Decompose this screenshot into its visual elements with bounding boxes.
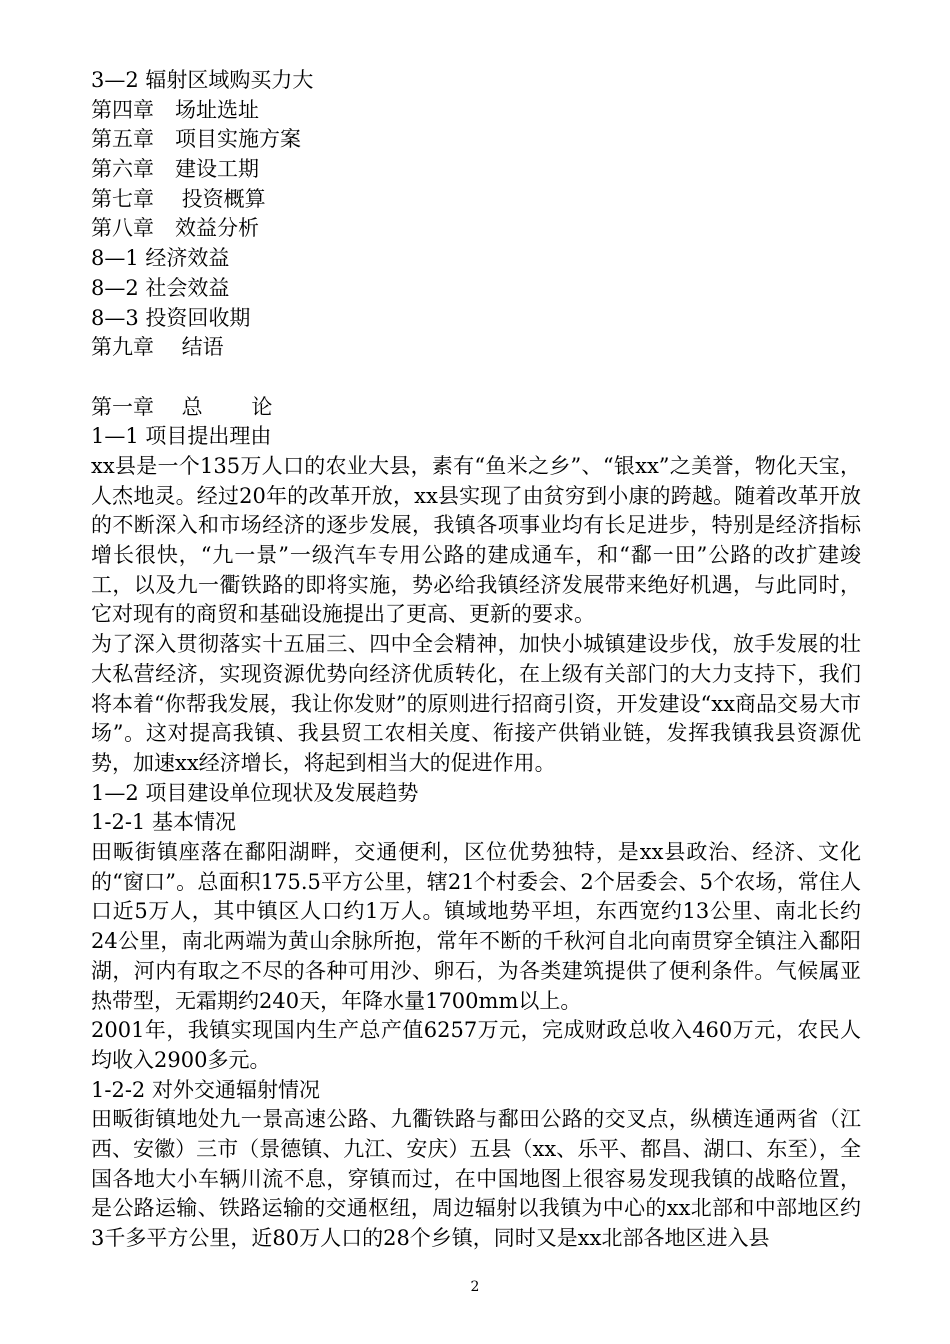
toc-entry-chapter-4: 第四章 场址选址 bbox=[91, 97, 259, 122]
section-1-2-2-paragraph-1: 田畈街镇地处九一景高速公路、九衢铁路与鄱田公路的交叉点，纵横连通两省（江西、安徽）三市（景德镇、九江、安庆）五县（xx、乐平、都昌、湖口、东至），全国各地大小车辆川流不息，穿镇而过，在中国地图上很容易发现我镇的战略位置，是公路运输、铁路运输的交通枢纽，周边辐射以我镇为中心的xx北部和中部地区约3千多平方公里，近80万人口的28个乡镇，同时又是xx北部各地区进入县 bbox=[91, 1107, 861, 1251]
section-1-2-1-paragraph-2: 2001年，我镇实现国内生产总产值6257万元，完成财政总收入460万元，农民人均收入2900多元。 bbox=[91, 1018, 861, 1072]
chapter-1-heading: 第一章 总 论 bbox=[91, 394, 273, 419]
section-1-1-paragraph-2: 为了深入贯彻落实十五届三、四中全会精神，加快小城镇建设步伐，放手发展的壮大私营经济，实现资源优势向经济优质转化，在上级有关部门的大力支持下，我们将本着“你帮我发展，我让你发财”的原则进行招商引资，开发建设“xx商品交易大市场”。这对提高我镇、我县贸工农相关度、衔接产供销业链，发挥我镇我县资源优势，加速xx经济增长，将起到相当大的促进作用。 bbox=[91, 632, 861, 775]
toc-entry-8-3: 8—3 投资回收期 bbox=[91, 305, 251, 330]
blank-line bbox=[91, 363, 861, 393]
toc-entry-chapter-5: 第五章 项目实施方案 bbox=[91, 127, 301, 152]
toc-entry-chapter-9: 第九章 结语 bbox=[91, 335, 224, 360]
section-1-1-paragraph-1: xx县是一个135万人口的农业大县，素有“鱼米之乡”、“银xx”之美誉，物化天宝，人杰地灵。经过20年的改革开放，xx县实现了由贫穷到小康的跨越。随着改革开放的不断深入和市场经济的逐步发展，我镇各项事业均有长足进步，特别是经济指标增长很快，“九一景”一级汽车专用公路的建成通车，和“鄱一田”公路的改扩建竣工，以及九一衢铁路的即将实施，势必给我镇经济发展带来绝好机遇，与此同时，它对现有的商贸和基础设施提出了更高、更新的要求。 bbox=[91, 453, 861, 627]
section-1-2-heading: 1—2 项目建设单位现状及发展趋势 bbox=[91, 780, 419, 805]
section-1-1-heading: 1—1 项目提出理由 bbox=[91, 424, 272, 449]
page-number: 2 bbox=[470, 1279, 480, 1295]
section-1-2-2-heading: 1-2-2 对外交通辐射情况 bbox=[91, 1077, 320, 1102]
section-1-2-1-paragraph-1: 田畈街镇座落在鄱阳湖畔，交通便利，区位优势独特，是xx县政治、经济、文化的“窗口”。总面积175.5平方公里，辖21个村委会、2个居委会、5个农场，常住人口近5万人，其中镇区人口约1万人。镇域地势平坦，东西宽约13公里、南北长约24公里，南北两端为黄山余脉所抱，常年不断的千秋河自北向南贯穿全镇注入鄱阳湖，河内有取之不尽的各种可用沙、卵石，为各类建筑提供了便利条件。气候属亚热带型，无霜期约240天，年降水量1700mm以上。 bbox=[91, 840, 861, 1013]
page-content bbox=[91, 66, 861, 1254]
toc-entry-8-1: 8—1 经济效益 bbox=[91, 246, 230, 271]
toc-entry-3-2: 3—2 辐射区域购买力大 bbox=[91, 68, 314, 92]
toc-entry-chapter-8: 第八章 效益分析 bbox=[91, 216, 259, 241]
section-1-2-1-heading: 1-2-1 基本情况 bbox=[91, 810, 236, 835]
toc-entry-chapter-7: 第七章 投资概算 bbox=[91, 186, 266, 211]
toc-entry-8-2: 8—2 社会效益 bbox=[91, 275, 230, 300]
toc-entry-chapter-6: 第六章 建设工期 bbox=[91, 157, 259, 182]
